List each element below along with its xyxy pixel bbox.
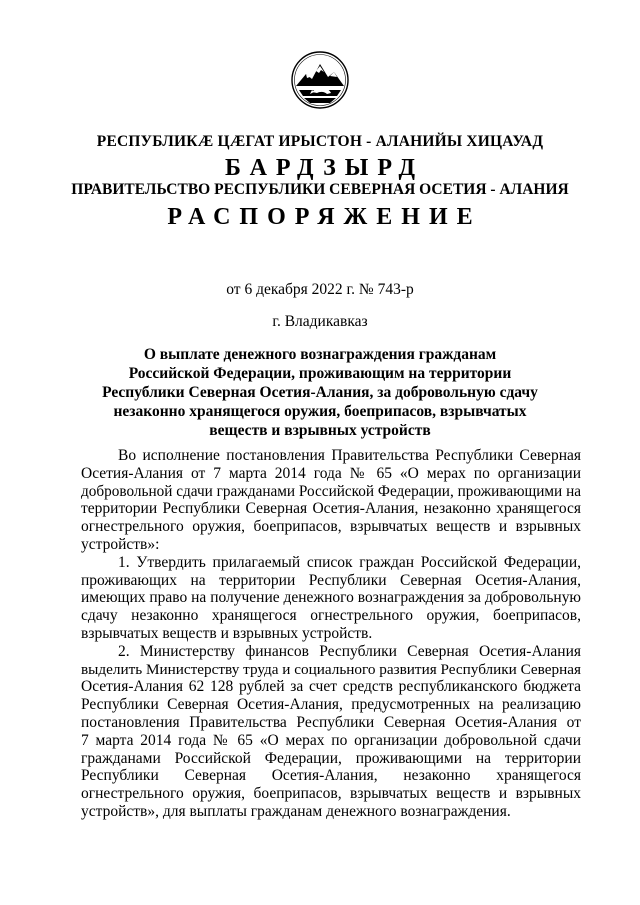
- document-date-number: от 6 декабря 2022 г. № 743-р: [226, 281, 414, 298]
- text-line: Республики Северная Осетия-Алания, незаконно хранящегося: [81, 767, 581, 785]
- paragraph-item-2: [81, 643, 581, 821]
- ossetian-government-title: РЕСПУБЛИКӔ ЦӔГАТ ИРЫСТОН - АЛАНИЙЫ ХИЦАУАД: [96, 133, 544, 150]
- document-city: г. Владикавказ: [272, 313, 368, 330]
- paragraph-item-1: [81, 554, 581, 643]
- text-line: проживающих на территории Республики Северная Осетия-Алания,: [81, 571, 581, 589]
- text-line: Осетия-Алания 62 128 рублей за счет средств республиканского бюджета: [81, 678, 581, 696]
- text-line: устройств»:: [81, 535, 160, 553]
- document-body: [81, 447, 581, 821]
- text-line: 2. Министерству финансов Республики Северная Осетия-Алания: [118, 642, 581, 660]
- text-line: огнестрельного оружия, боеприпасов, взрывчатых веществ и взрывных: [81, 518, 581, 536]
- title-line: О выплате денежного вознаграждения гражданам: [143, 346, 497, 363]
- text-line: постановления Правительства Республики Северная Осетия-Алания от: [81, 713, 581, 731]
- title-line: незаконно хранящегося оружия, боеприпасов, взрывчатых: [113, 403, 527, 420]
- document-title: [80, 345, 560, 440]
- text-line: имеющих право на получение денежного вознаграждения за добровольную: [81, 589, 581, 607]
- text-line: устройств», для выплаты гражданам денежного вознаграждения.: [81, 802, 511, 820]
- text-line: сдачу незаконно хранящегося огнестрельного оружия, боеприпасов,: [81, 607, 581, 625]
- russian-document-type: РАСПОРЯЖЕНИЕ: [167, 204, 482, 230]
- paragraph-preamble: [81, 447, 581, 554]
- title-line: веществ и взрывных устройств: [209, 422, 431, 439]
- text-line: Во исполнение постановления Правительства Республики Северная: [118, 447, 581, 464]
- text-line: территории Республики Северная Осетия-Алания, незаконно хранящегося: [81, 500, 581, 518]
- text-line: выделить Министерству труда и социального развития Республики Северная: [81, 660, 581, 678]
- text-line: Республики Северная Осетия-Алания, предусмотренных на реализацию: [81, 696, 581, 714]
- text-line: 1. Утвердить прилагаемый список граждан Российской Федерации,: [118, 553, 581, 571]
- text-line: Осетия-Алания от 7 марта 2014 года № 65 «О мерах по организации: [81, 464, 581, 482]
- text-line: огнестрельного оружия, боеприпасов, взрывчатых веществ и взрывных: [81, 785, 581, 803]
- text-line: 7 марта 2014 года № 65 «О мерах по организации добровольной сдачи: [81, 731, 581, 749]
- ossetian-document-type: БАРДЗЫРД: [225, 155, 424, 181]
- title-line: Республики Северная Осетия-Алания, за добровольную сдачу: [102, 384, 538, 401]
- text-line: взрывчатых веществ и взрывных устройств.: [81, 624, 373, 642]
- text-line: добровольной сдачи гражданами Российской Федерации, проживающими на: [81, 482, 581, 500]
- coat-of-arms-emblem: [290, 50, 350, 110]
- russian-government-title: ПРАВИТЕЛЬСТВО РЕСПУБЛИКИ СЕВЕРНАЯ ОСЕТИЯ - АЛАНИЯ: [71, 181, 569, 198]
- text-line: гражданами Российской Федерации, проживающими на территории: [81, 749, 581, 767]
- title-line: Российской Федерации, проживающим на территории: [128, 365, 512, 382]
